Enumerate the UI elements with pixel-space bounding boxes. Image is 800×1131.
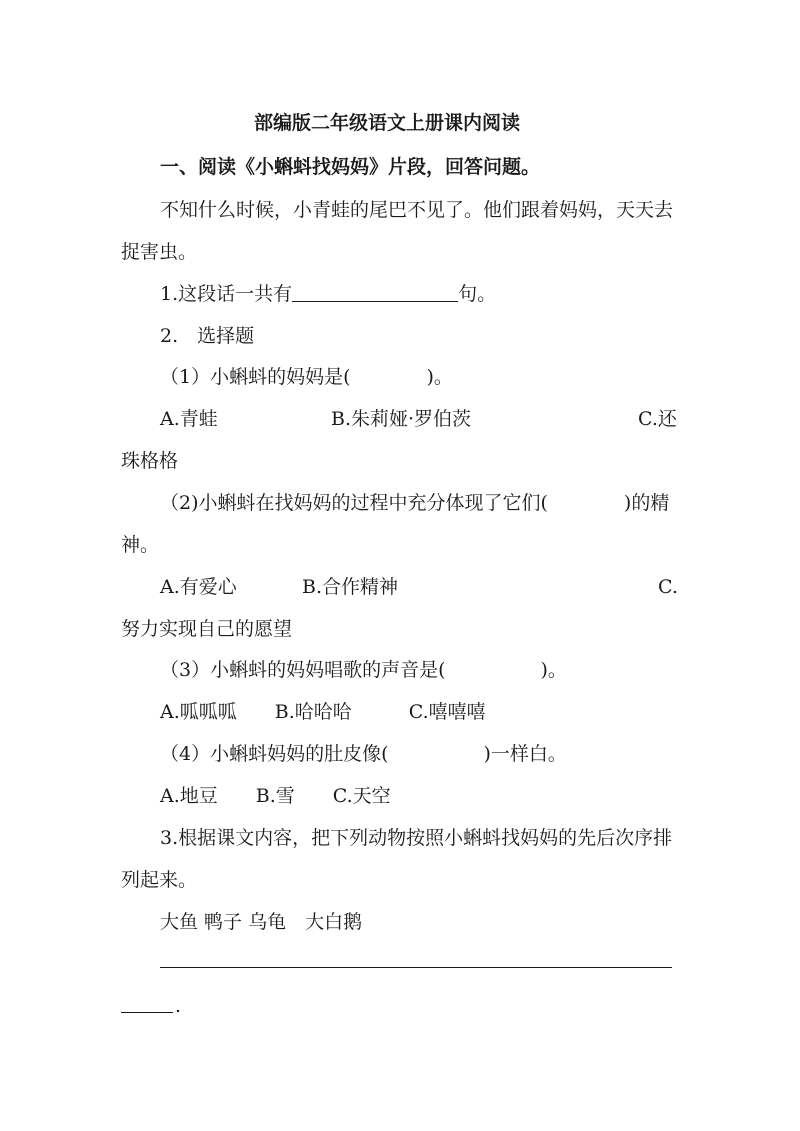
answer-line-1[interactable] bbox=[160, 967, 672, 968]
passage-line-1: 不知什么时候，小青蛙的尾巴不见了。他们跟着妈妈，天天去 bbox=[160, 199, 674, 221]
question-2-1-option-c-continued: 珠格格 bbox=[121, 450, 179, 472]
question-2-1-option-c[interactable]: C.还 bbox=[638, 408, 677, 430]
question-2-heading: 2. 选择题 bbox=[160, 325, 255, 347]
question-3-line-2: 列起来。 bbox=[121, 869, 198, 891]
question-2-3-stem: （3）小蝌蚪的妈妈唱歌的声音是( )。 bbox=[160, 659, 567, 681]
answer-line-2[interactable] bbox=[121, 1012, 173, 1013]
question-3-line-1: 3.根据课文内容，把下列动物按照小蝌蚪找妈妈的先后次序排 bbox=[160, 827, 673, 849]
question-2-4-options[interactable]: A.地豆 B.雪 C.天空 bbox=[160, 785, 391, 807]
question-2-1-stem: （1）小蝌蚪的妈妈是( )。 bbox=[160, 366, 453, 388]
question-2-1-option-a[interactable]: A.青蛙 bbox=[160, 408, 218, 430]
animal-list: 大鱼 鸭子 乌龟 大白鹅 bbox=[160, 911, 363, 933]
answer-end-period: . bbox=[175, 995, 182, 1017]
question-2-4-stem: （4）小蝌蚪妈妈的肚皮像( )一样白。 bbox=[160, 743, 567, 765]
question-2-1-option-b[interactable]: B.朱莉娅·罗伯茨 bbox=[331, 408, 472, 430]
question-1-answer-blank[interactable] bbox=[292, 283, 458, 302]
question-1-suffix: 句。 bbox=[458, 283, 497, 305]
question-2-2-option-c-continued: 努力实现自己的愿望 bbox=[121, 618, 293, 640]
question-2-2-stem-line-2: 神。 bbox=[121, 534, 160, 556]
page-title: 部编版二年级语文上册课内阅读 bbox=[254, 112, 521, 134]
question-2-2-option-a[interactable]: A.有爱心 bbox=[160, 576, 237, 598]
question-2-2-option-c[interactable]: C. bbox=[658, 576, 678, 598]
passage-line-2: 捉害虫。 bbox=[121, 241, 198, 263]
question-1-prefix: 1.这段话一共有 bbox=[160, 283, 293, 305]
question-2-2-stem-line-1: （2)小蝌蚪在找妈妈的过程中充分体现了它们( )的精 bbox=[160, 492, 670, 514]
question-2-2-option-b[interactable]: B.合作精神 bbox=[302, 576, 399, 598]
question-1 bbox=[160, 282, 496, 306]
question-2-3-options[interactable]: A.呱呱呱 B.哈哈哈 C.嘻嘻嘻 bbox=[160, 701, 486, 723]
section-heading: 一、阅读《小蝌蚪找妈妈》片段，回答问题。 bbox=[160, 156, 541, 178]
